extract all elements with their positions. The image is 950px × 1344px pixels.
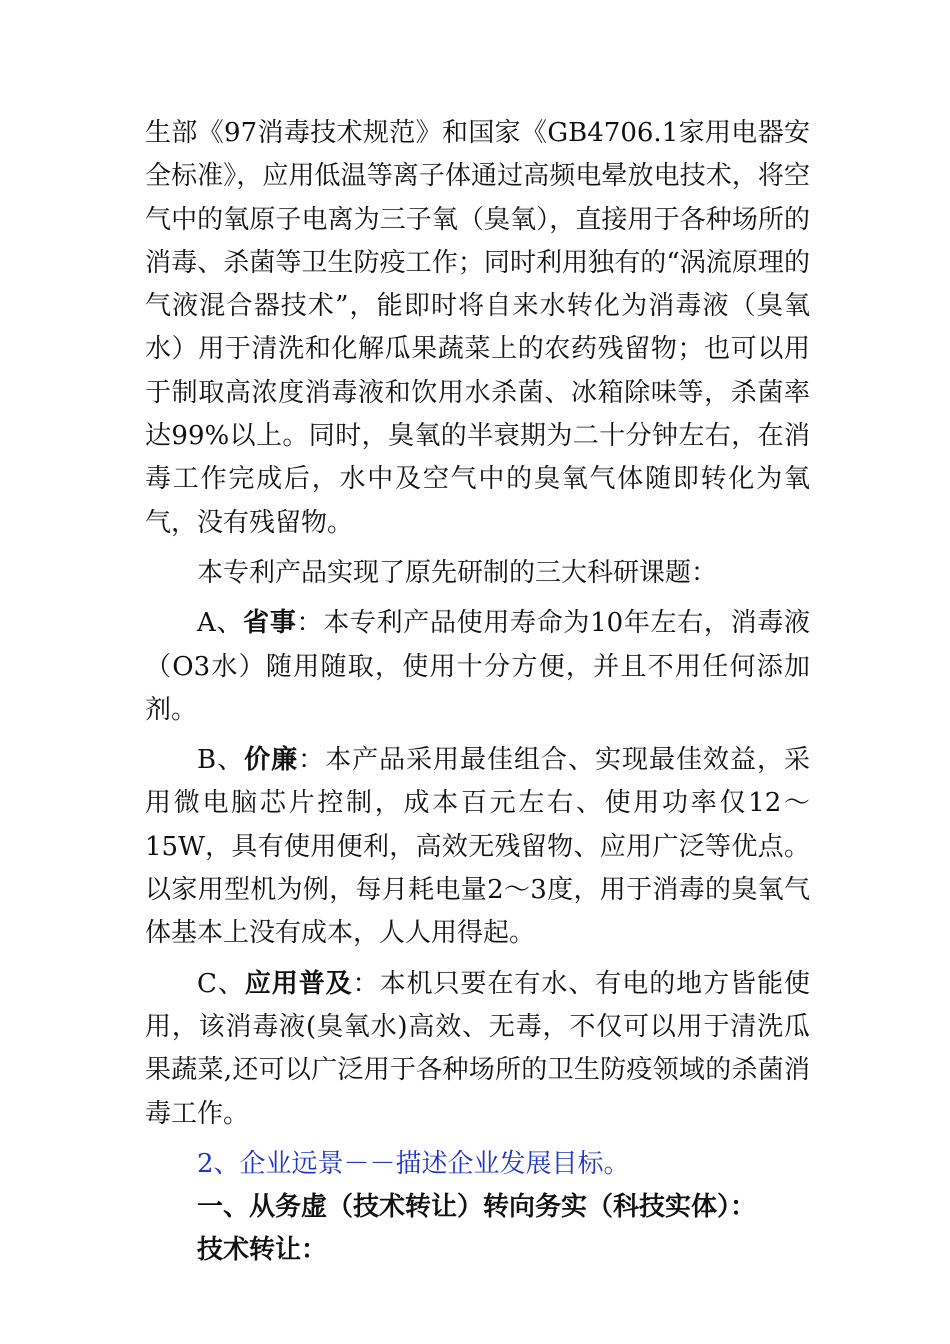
item-c bbox=[145, 963, 810, 1136]
item-c-title: 应用普及 bbox=[244, 968, 353, 999]
intro-paragraph: 生部《97消毒技术规范》和国家《GB4706.1家用电器安全标准》，应用低温等离子体通过高频电晕放电技术，将空气中的氧原子电离为三子氧（臭氧），直接用于各种场所的消毒、杀菌等卫生防疫工作；同时利用独有的“涡流原理的气液混合器技术”，能即时将自来水转化为消毒液（臭氧水）用于清洗和化解瓜果蔬菜上的农药残留物；也可以用于制取高浓度消毒液和饮用水杀菌、冰箱除味等，杀菌率达99%以上。同时，臭氧的半衰期为二十分钟左右，在消毒工作完成后，水中及空气中的臭氧气体随即转化为氧气，没有残留物。 bbox=[145, 118, 810, 538]
heading-tech-transfer: 技术转让： bbox=[197, 1235, 328, 1266]
item-b-prefix: B、 bbox=[197, 745, 245, 776]
item-b-title: 价廉 bbox=[244, 745, 299, 776]
item-b-body: ：本产品采用最佳组合、实现最佳效益，采用微电脑芯片控制，成本百元左右、使用功率仅12～15W，具有使用便利，高效无残留物、应用广泛等优点。以家用型机为例，每月耗电量2～3度，用于消毒的臭氧气体基本上没有成本，人人用得起。 bbox=[145, 745, 810, 949]
item-a-body: ：本专利产品使用寿命为10年左右，消毒液（O3水）随用随取，使用十分方便，并且不用任何添加剂。 bbox=[145, 608, 810, 725]
item-c-prefix: C、 bbox=[197, 968, 245, 999]
heading-transition: 一、从务虚（技术转让）转向务实（科技实体）： bbox=[197, 1192, 757, 1223]
document-body bbox=[145, 112, 810, 1273]
item-a-title: 省事 bbox=[243, 608, 297, 639]
projects-intro: 本专利产品实现了原先研制的三大科研课题： bbox=[197, 557, 718, 588]
section-2-heading: 2、企业远景－－描述企业发展目标。 bbox=[197, 1148, 630, 1179]
item-a bbox=[145, 602, 810, 732]
item-a-prefix: A、 bbox=[197, 608, 244, 639]
item-c-body: ：本机只要在有水、有电的地方皆能使用，该消毒液(臭氧水)高效、无毒，不仅可以用于清洗瓜果蔬菜,还可以广泛用于各种场所的卫生防疫领域的杀菌消毒工作。 bbox=[145, 968, 810, 1129]
item-b bbox=[145, 739, 810, 955]
